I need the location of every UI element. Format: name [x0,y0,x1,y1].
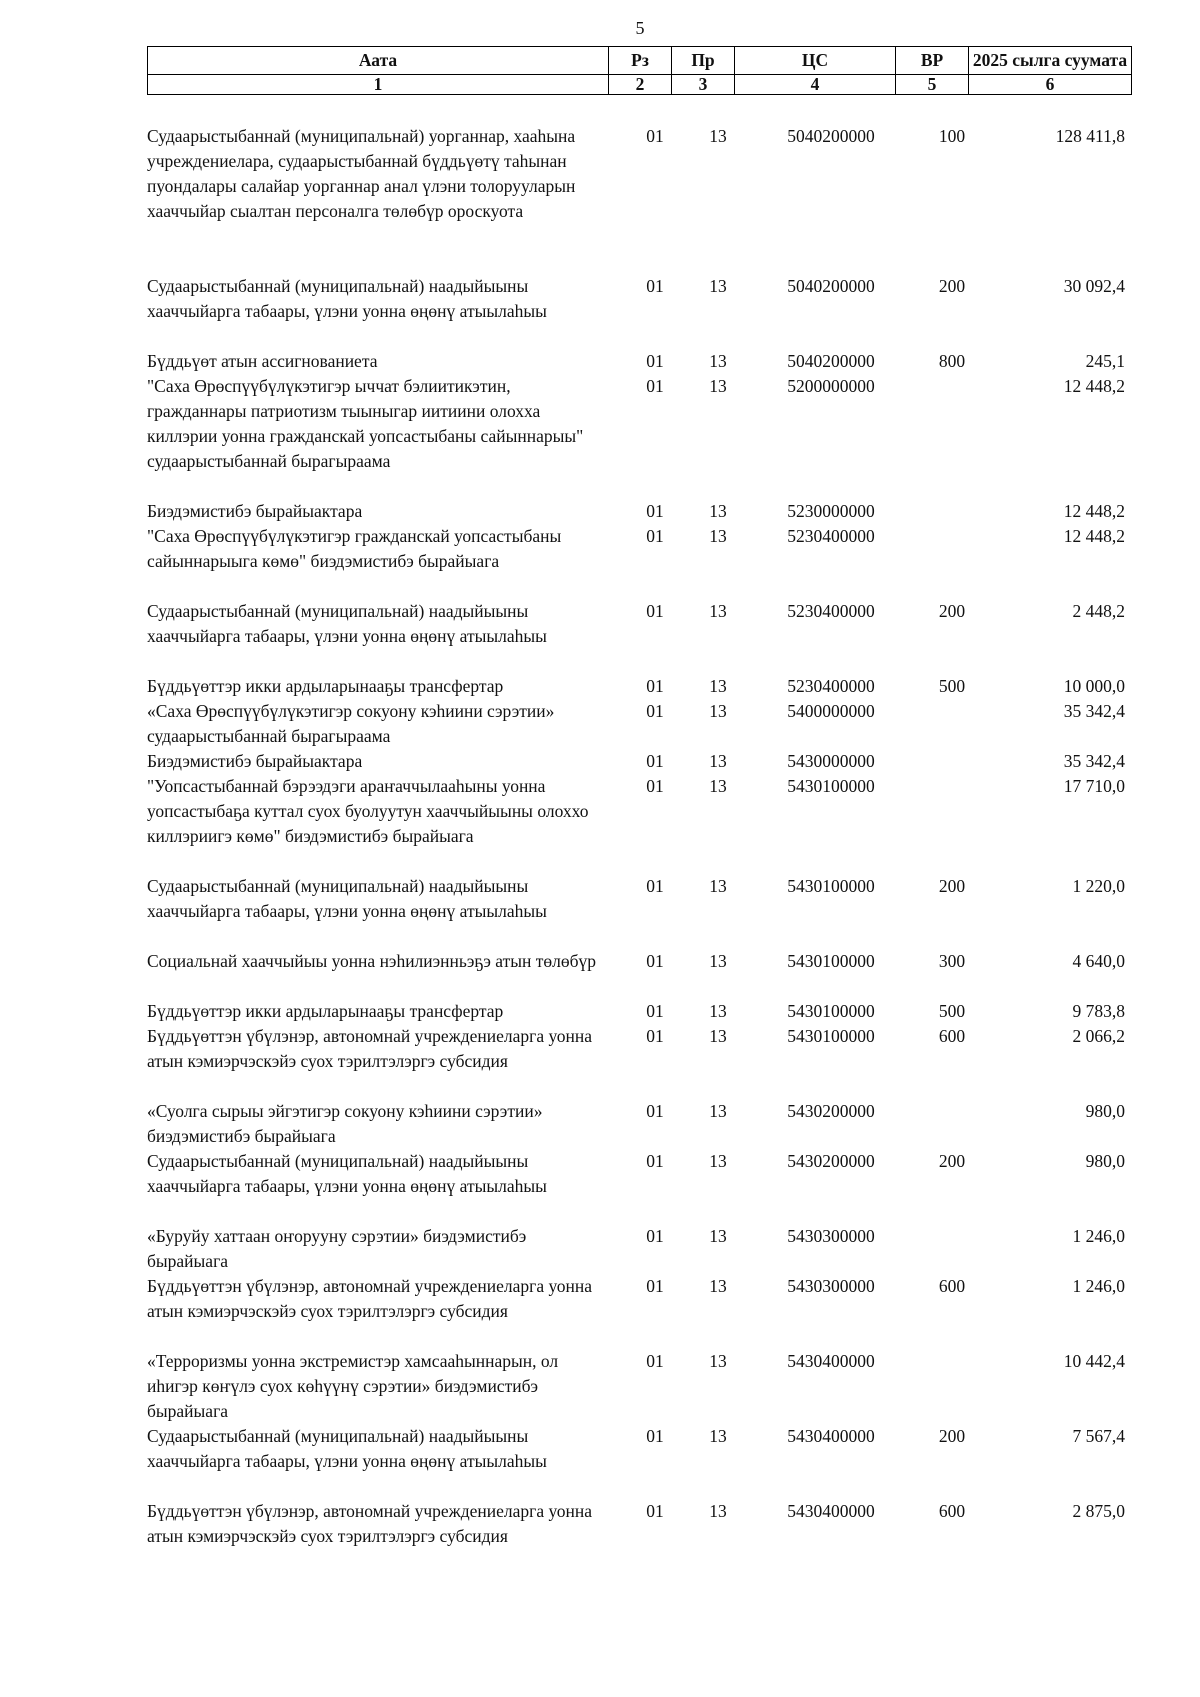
row-rz: 01 [646,1151,664,1171]
column-number: 6 [969,75,1132,95]
row-name: Судаарыстыбаннай (муниципальнай) наадыйыыны хааччыйарга табаары, үлэни уонна өңөнү атыылаһыы [147,276,547,321]
row-name: "Саха Өрөспүүбүлүкэтигэр гражданскай уопсастыбаны сайыннарыыга көмө" биэдэмистибэ бырайыага [147,526,562,571]
column-number: 2 [609,75,672,95]
row-vr: 200 [938,601,966,621]
row-rz: 01 [646,1026,664,1046]
row-rz: 01 [646,601,664,621]
row-vr: 200 [938,876,966,896]
row-name: Бүддьүөттэр икки ардыларынааҕы трансфертар [147,676,504,696]
row-sum: 12 448,2 [1063,376,1125,396]
row-name: «Буруйу хаттаан оҥорууну сэрэтии» биэдэмистибэ бырайыага [147,1226,527,1271]
budget-table-header [147,46,1132,95]
row-cs: 5040200000 [787,126,875,146]
header-cs: ЦС [735,47,896,75]
column-number: 3 [672,75,735,95]
row-vr: 500 [938,1001,966,1021]
row-vr: 600 [938,1276,966,1296]
row-cs: 5430300000 [787,1276,875,1296]
row-rz: 01 [646,701,664,721]
row-cs: 5430200000 [787,1151,875,1171]
row-name: «Саха Өрөспүүбүлүкэтигэр сокуону кэһиини сэрэтии» судаарыстыбаннай бырагыраама [147,701,555,746]
row-cs: 5430400000 [787,1426,875,1446]
row-vr: 300 [938,951,966,971]
row-name: Биэдэмистибэ бырайыактара [147,501,363,521]
row-sum: 1 246,0 [1072,1276,1125,1296]
row-vr: 200 [938,1426,966,1446]
header-name: Аата [148,47,609,75]
row-cs: 5430100000 [787,1026,875,1046]
row-rz: 01 [646,1101,664,1121]
row-rz: 01 [646,351,664,371]
row-rz: 01 [646,876,664,896]
row-vr: 600 [938,1501,966,1521]
page-number: 5 [635,18,645,38]
row-sum: 35 342,4 [1063,701,1125,721]
row-vr: 100 [938,126,966,146]
row-cs: 5430300000 [787,1226,875,1246]
row-name: "Саха Өрөспүүбүлүкэтигэр ыччат бэлиитикэтин, гражданнары патриотизм тыыныгар иитиини олохха киллэрии уонна гражданскай уопсастыбаны сайыннарыы" судаарыстыбаннай бырагыраама [147,376,584,471]
row-cs: 5430000000 [787,751,875,771]
row-sum: 245,1 [1085,351,1125,371]
row-sum: 10 442,4 [1063,1351,1125,1371]
row-sum: 7 567,4 [1072,1426,1125,1446]
row-cs: 5200000000 [787,376,875,396]
row-rz: 01 [646,501,664,521]
row-name: Бүддьүөттэн үбүлэнэр, автономнай учреждениеларга уонна атын кэмиэрчэскэйэ суох тэрилтэлэргэ субсидия [147,1276,593,1321]
row-pr: 13 [709,751,727,771]
row-pr: 13 [709,1026,727,1046]
row-pr: 13 [709,601,727,621]
row-rz: 01 [646,1426,664,1446]
row-sum: 1 246,0 [1072,1226,1125,1246]
column-number-row [148,75,1132,95]
row-pr: 13 [709,1351,727,1371]
row-pr: 13 [709,701,727,721]
row-name: Бүддьүөттэн үбүлэнэр, автономнай учреждениеларга уонна атын кэмиэрчэскэйэ суох тэрилтэлэргэ субсидия [147,1501,593,1546]
row-name: «Суолга сырыы эйгэтигэр сокуону кэһиини сэрэтии» биэдэмистибэ бырайыага [147,1101,543,1146]
row-rz: 01 [646,526,664,546]
row-pr: 13 [709,126,727,146]
row-cs: 5230400000 [787,526,875,546]
row-cs: 5430400000 [787,1501,875,1521]
row-pr: 13 [709,351,727,371]
row-pr: 13 [709,1151,727,1171]
row-sum: 12 448,2 [1063,526,1125,546]
row-sum: 128 411,8 [1055,126,1125,146]
row-cs: 5430400000 [787,1351,875,1371]
row-cs: 5430100000 [787,951,875,971]
row-rz: 01 [646,1351,664,1371]
row-rz: 01 [646,951,664,971]
row-sum: 2 448,2 [1072,601,1125,621]
row-sum: 17 710,0 [1063,776,1125,796]
row-sum: 1 220,0 [1072,876,1125,896]
row-cs: 5230000000 [787,501,875,521]
header-vr: ВР [896,47,969,75]
row-name: «Терроризмы уонна экстремистэр хамсааһыннарын, ол иһигэр көҥүлэ суох көһүүнү сэрэтии» биэдэмистибэ бырайыага [147,1351,559,1421]
row-pr: 13 [709,526,727,546]
row-pr: 13 [709,501,727,521]
row-pr: 13 [709,951,727,971]
row-cs: 5400000000 [787,701,875,721]
row-vr: 200 [938,276,966,296]
row-cs: 5430100000 [787,776,875,796]
row-name: Биэдэмистибэ бырайыактара [147,751,363,771]
row-sum: 12 448,2 [1063,501,1125,521]
row-rz: 01 [646,276,664,296]
row-name: Бүддьүөт атын ассигнованиета [147,351,378,371]
row-pr: 13 [709,876,727,896]
row-cs: 5430100000 [787,1001,875,1021]
row-rz: 01 [646,126,664,146]
row-sum: 2 066,2 [1072,1026,1125,1046]
row-sum: 35 342,4 [1063,751,1125,771]
row-sum: 4 640,0 [1072,951,1125,971]
row-pr: 13 [709,1501,727,1521]
row-cs: 5230400000 [787,676,875,696]
row-vr: 500 [938,676,966,696]
row-rz: 01 [646,676,664,696]
row-pr: 13 [709,1226,727,1246]
row-sum: 2 875,0 [1072,1501,1125,1521]
row-rz: 01 [646,1276,664,1296]
row-sum: 980,0 [1085,1151,1125,1171]
column-number: 1 [148,75,609,95]
row-cs: 5430100000 [787,876,875,896]
row-rz: 01 [646,1226,664,1246]
row-cs: 5430200000 [787,1101,875,1121]
column-number: 5 [896,75,969,95]
row-pr: 13 [709,1426,727,1446]
row-pr: 13 [709,1001,727,1021]
column-number: 4 [735,75,896,95]
row-name: Судаарыстыбаннай (муниципальнай) наадыйыыны хааччыйарга табаары, үлэни уонна өңөнү атыылаһыы [147,601,547,646]
row-name: Судаарыстыбаннай (муниципальнай) уорганнар, хааһына учреждениелара, судаарыстыбаннай бүддьүөтү таһынан пуондалары салайар уорганнар анал үлэни толорууларын хааччыйар сыалтан персоналга төлөбүр ороскуота [147,126,576,221]
row-vr: 600 [938,1026,966,1046]
row-pr: 13 [709,676,727,696]
row-cs: 5040200000 [787,351,875,371]
row-name: Бүддьүөттэн үбүлэнэр, автономнай учреждениеларга уонна атын кэмиэрчэскэйэ суох тэрилтэлэргэ субсидия [147,1026,593,1071]
row-rz: 01 [646,1501,664,1521]
header-pr: Пр [672,47,735,75]
header-sum: 2025 сылга суумата [969,47,1132,75]
header-rz: Рз [609,47,672,75]
row-pr: 13 [709,776,727,796]
row-rz: 01 [646,776,664,796]
row-rz: 01 [646,751,664,771]
row-name: Бүддьүөттэр икки ардыларынааҕы трансфертар [147,1001,504,1021]
header-row [148,47,1132,75]
row-name: Социальнай хааччыйыы уонна нэһилиэнньэҕэ атын төлөбүр [147,951,597,971]
row-pr: 13 [709,1276,727,1296]
row-sum: 980,0 [1085,1101,1125,1121]
row-cs: 5230400000 [787,601,875,621]
row-sum: 30 092,4 [1063,276,1125,296]
row-name: Судаарыстыбаннай (муниципальнай) наадыйыыны хааччыйарга табаары, үлэни уонна өңөнү атыылаһыы [147,1426,547,1471]
row-name: "Уопсастыбаннай бэрээдэги араҥаччылааһыны уонна уопсастыбаҕа куттал суох буолуутун хааччыйыыны олоххо киллэриигэ көмө" биэдэмистибэ бырайыага [147,776,589,846]
row-sum: 9 783,8 [1072,1001,1125,1021]
row-pr: 13 [709,276,727,296]
row-rz: 01 [646,1001,664,1021]
row-name: Судаарыстыбаннай (муниципальнай) наадыйыыны хааччыйарга табаары, үлэни уонна өңөнү атыылаһыы [147,876,547,921]
row-pr: 13 [709,1101,727,1121]
row-rz: 01 [646,376,664,396]
row-sum: 10 000,0 [1063,676,1125,696]
row-vr: 200 [938,1151,966,1171]
row-pr: 13 [709,376,727,396]
row-cs: 5040200000 [787,276,875,296]
row-name: Судаарыстыбаннай (муниципальнай) наадыйыыны хааччыйарга табаары, үлэни уонна өңөнү атыылаһыы [147,1151,547,1196]
row-vr: 800 [938,351,966,371]
